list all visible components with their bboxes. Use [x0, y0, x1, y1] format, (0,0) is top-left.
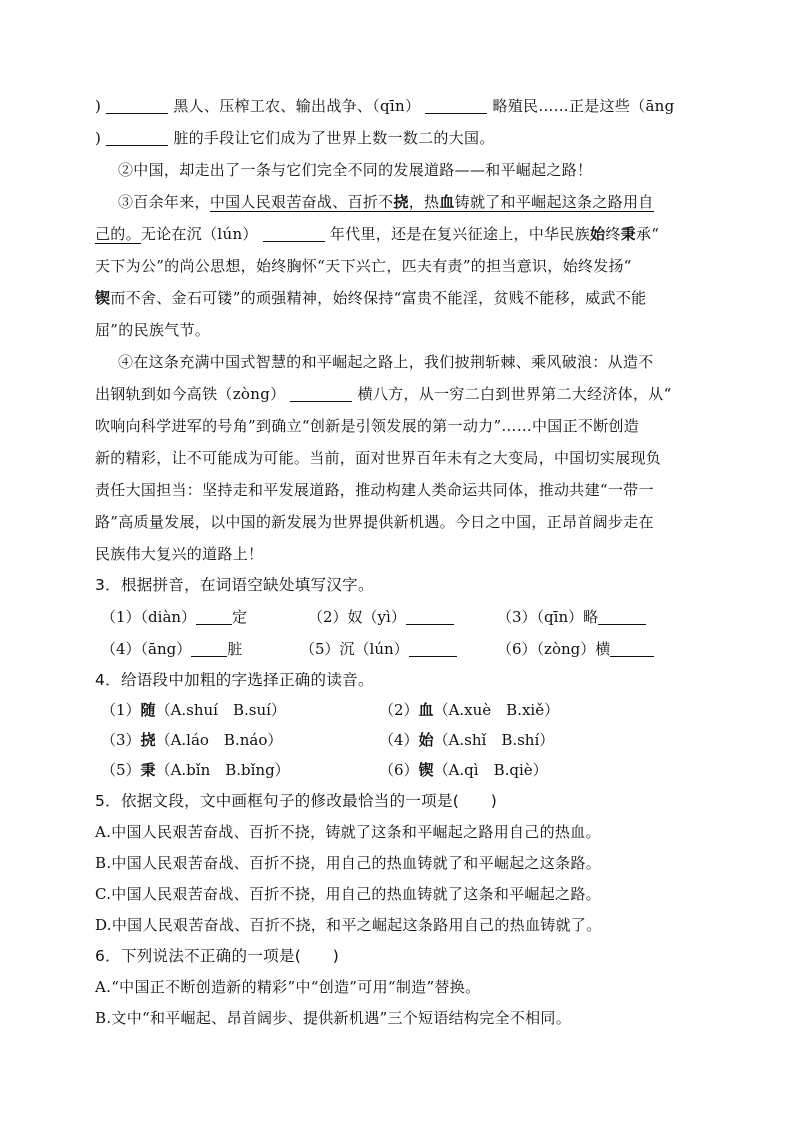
blank[interactable]: [106, 98, 168, 114]
blank[interactable]: [425, 98, 487, 114]
question-6-title: 6．下列说法不正确的一项是( ): [95, 947, 340, 965]
question-5-option-c[interactable]: C.中国人民艰苦奋战、百折不挠，用自己的热血铸就了这条和平崛起之路。: [95, 885, 601, 903]
paragraph-4-line-6: 路”高质量发展，以中国的新发展为世界提供新机遇。今日之中国，正昂首阔步走在: [95, 513, 654, 531]
question-5-option-d[interactable]: D.中国人民艰苦奋战、百折不挠，和平之崛起这条路用自己的热血铸就了。: [95, 916, 602, 934]
question-3-title: 3．根据拼音，在词语空缺处填写汉字。: [95, 576, 374, 594]
question-6-option-b[interactable]: B.文中“和平崛起、昂首阔步、提供新机遇”三个短语结构完全不相同。: [95, 1009, 572, 1027]
paragraph-3-line-3: 天下为公”的尚公思想，始终胸怀“天下兴亡，匹夫有责”的担当意识，始终发扬“: [95, 257, 632, 275]
question-4-title: 4．给语段中加粗的字选择正确的读音。: [95, 671, 374, 689]
question-5-option-b[interactable]: B.中国人民艰苦奋战、百折不挠，用自己的热血铸就了和平崛起之这条路。: [95, 854, 601, 872]
paragraph-3-line-1: ③百余年来，中国人民艰苦奋战、百折不挠，热血铸就了和平崛起这条之路用自: [118, 193, 654, 211]
blank[interactable]: [290, 386, 352, 402]
paragraph-4-line-5: 责任大国担当：坚持走和平发展道路，推动构建人类命运共同体，推动共建“一带一: [95, 481, 654, 499]
paragraph-4-line-1: ④在这条充满中国式智慧的和平崛起之路上，我们披荆斩棘、乘风破浪：从造不: [118, 353, 654, 371]
answer-blank[interactable]: [191, 641, 227, 657]
paragraph-2: ②中国，却走出了一条与它们完全不同的发展道路——和平崛起之路！: [118, 161, 593, 179]
answer-blank[interactable]: [196, 609, 232, 625]
answer-blank[interactable]: [610, 641, 654, 657]
blank[interactable]: [106, 130, 168, 146]
blank[interactable]: [263, 226, 325, 242]
paragraph-3-line-5: 屈”的民族气节。: [95, 321, 211, 339]
paragraph-3-line-2: 己的。无论在沉（lún） 年代里，还是在复兴征途上，中华民族始终秉承“: [95, 225, 660, 243]
paragraph-4-line-7: 民族伟大复兴的道路上！: [95, 545, 264, 563]
paragraph-4-line-2: 出钢轨到如今高铁（zòng） 横八方，从一穷二白到世界第二大经济体，从“: [95, 385, 672, 403]
answer-blank[interactable]: [406, 609, 454, 625]
answer-blank[interactable]: [409, 641, 457, 657]
paragraph-3-line-4: 锲而不舍、金石可镂”的顽强精神，始终保持“富贵不能淫，贫贱不能移，威武不能: [95, 289, 647, 307]
question-5-option-a[interactable]: A.中国人民艰苦奋战、百折不挠，铸就了这条和平崛起之路用自己的热血。: [95, 823, 601, 841]
passage-line-1: ) 黑人、压榨工农、输出战争、（qīn） 略殖民……正是这些（āng: [95, 97, 675, 115]
question-6-option-a[interactable]: A.“中国正不断创造新的精彩”中“创造”可用“制造”替换。: [95, 978, 481, 996]
question-5-title: 5．依据文段，文中画框句子的修改最恰当的一项是( ): [95, 792, 498, 810]
paragraph-4-line-3: 吹响向科学进军的号角”到确立“创新是引领发展的第一动力”……中国正不断创造: [95, 417, 640, 435]
boxed-sentence: 中国人民艰苦奋战、百折不挠，热血铸就了和平崛起这条之路用自: [209, 193, 654, 211]
passage-line-2: ) 脏的手段让它们成为了世界上数一数二的大国。: [95, 129, 495, 147]
paragraph-4-line-4: 新的精彩，让不可能成为可能。当前，面对世界百年未有之大变局，中国切实展现负: [95, 449, 662, 467]
answer-blank[interactable]: [598, 609, 646, 625]
